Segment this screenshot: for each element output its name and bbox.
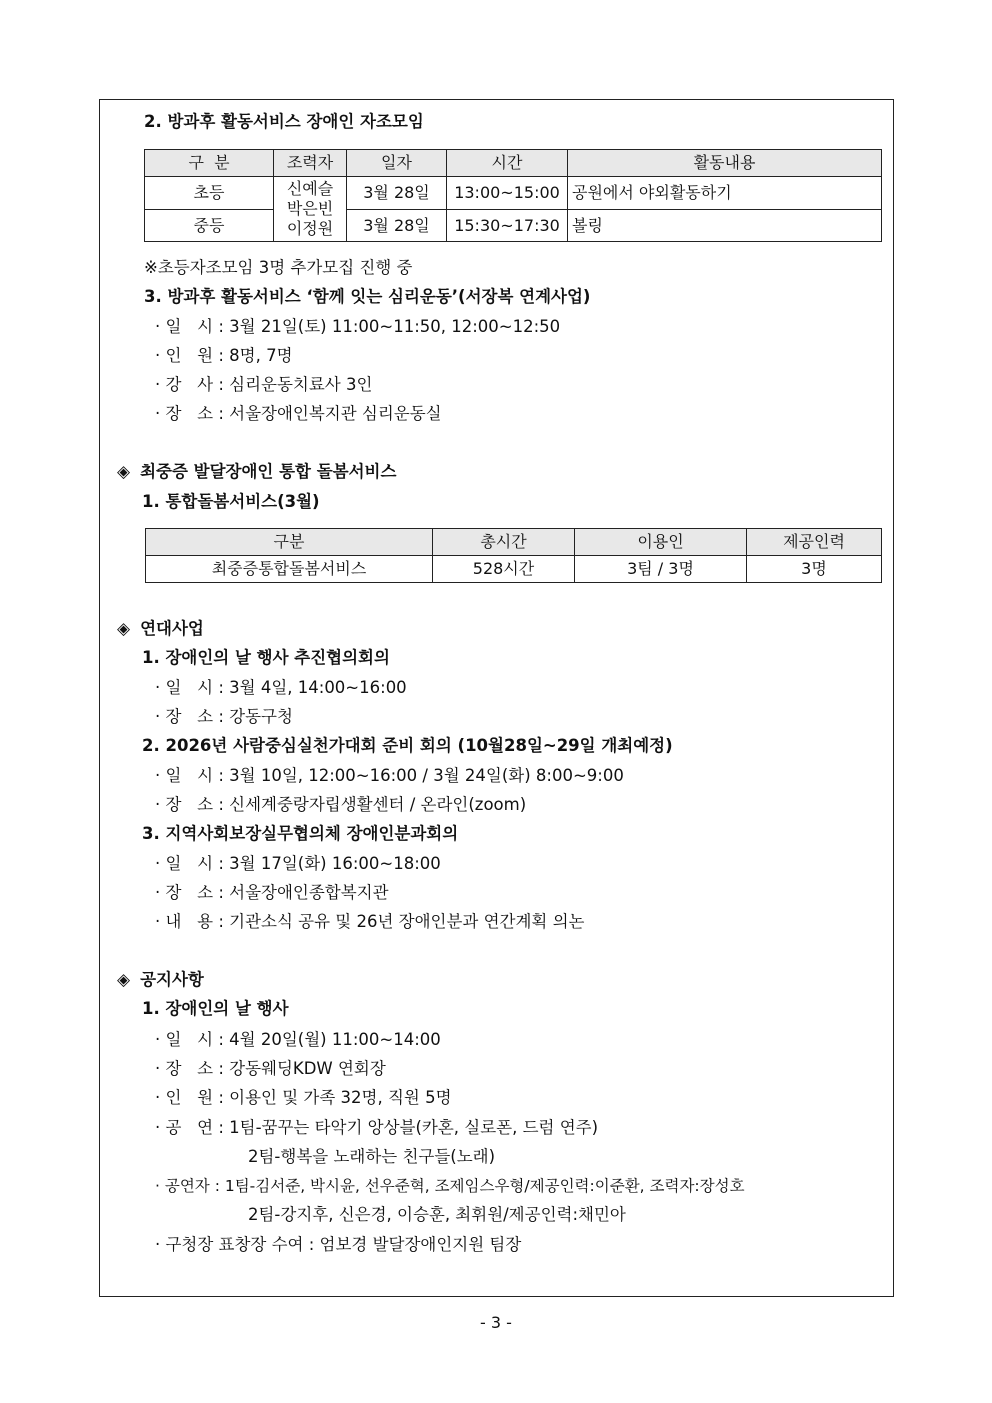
detail-line: · 장 소 : 강동웨딩KDW 연회장 (155, 1059, 386, 1078)
header-cell: 이용인 (575, 529, 747, 556)
group-cell: 중등 (145, 210, 274, 242)
detail-line: · 장 소 : 서울장애인종합복지관 (155, 883, 389, 902)
time-cell: 13:00~15:00 (447, 177, 568, 210)
date-cell: 3월 28일 (347, 177, 447, 210)
self-help-table (144, 149, 882, 242)
detail-line: · 인 원 : 이용인 및 가족 32명, 직원 5명 (155, 1088, 452, 1107)
header-cell: 활동내용 (568, 150, 882, 177)
detail-continuation: 2팀-강지후, 신은경, 이승훈, 최휘원/제공인력:채민아 (248, 1205, 626, 1224)
solidarity-sub3: 3. 지역사회보장실무협의체 장애인분과회의 (142, 824, 459, 843)
notice-heading-text: 공지사항 (140, 970, 204, 989)
detail-line: · 일 시 : 3월 10일, 12:00~16:00 / 3월 24일(화) 8:00~9:00 (155, 766, 624, 785)
solidarity-heading-text: 연대사업 (140, 619, 204, 638)
detail-line: · 구청장 표창장 수여 : 엄보경 발달장애인지원 팀장 (155, 1235, 522, 1254)
time-cell: 15:30~17:30 (447, 210, 568, 242)
table-header-row (146, 529, 882, 556)
detail-line: · 일 시 : 4월 20일(월) 11:00~14:00 (155, 1030, 441, 1049)
header-cell: 총시간 (433, 529, 575, 556)
staff-cell: 3명 (747, 556, 882, 583)
solidarity-sub2: 2. 2026년 사람중심실천가대회 준비 회의 (10월28일~29일 개최예정) (142, 736, 673, 755)
diamond-bullet-icon: ◈ (117, 619, 131, 639)
detail-line: · 일 시 : 3월 4일, 14:00~16:00 (155, 678, 407, 697)
hours-cell: 528시간 (433, 556, 575, 583)
detail-line: · 장 소 : 강동구청 (155, 707, 293, 726)
users-cell: 3팀 / 3명 (575, 556, 747, 583)
detail-line: · 공 연 : 1팀-꿈꾸는 타악기 앙상블(카혼, 실로폰, 드럼 연주) (155, 1118, 599, 1137)
detail-line: · 내 용 : 기관소식 공유 및 26년 장애인분과 연간계획 의논 (155, 912, 585, 931)
care-subheading: 1. 통합돌봄서비스(3월) (142, 492, 320, 511)
table-header-row (145, 150, 882, 177)
recruit-note: ※초등자조모임 3명 추가모집 진행 중 (144, 258, 413, 277)
detail-line: · 일 시 : 3월 21일(토) 11:00~11:50, 12:00~12:50 (155, 317, 561, 336)
header-cell: 일자 (347, 150, 447, 177)
care-heading (117, 461, 396, 483)
header-cell: 조력자 (274, 150, 347, 177)
helper-cell (274, 177, 347, 242)
detail-line: · 장 소 : 신세계중랑자립생활센터 / 온라인(zoom) (155, 795, 527, 814)
helper-name: 박은빈 (286, 199, 334, 218)
diamond-bullet-icon: ◈ (117, 970, 131, 990)
care-table (145, 528, 882, 583)
detail-line: · 일 시 : 3월 17일(화) 16:00~18:00 (155, 854, 441, 873)
detail-continuation: 2팀-행복을 노래하는 친구들(노래) (248, 1147, 496, 1166)
table-row (146, 556, 882, 583)
helper-name: 신예슬 (286, 179, 334, 198)
content-cell: 공원에서 야외활동하기 (568, 177, 882, 210)
detail-line: · 장 소 : 서울장애인복지관 심리운동실 (155, 404, 442, 423)
notice-heading (117, 969, 204, 991)
helper-name: 이정원 (286, 219, 334, 238)
detail-line: · 공연자 : 1팀-김서준, 박시윤, 선우준혁, 조제임스우형/제공인력:이준환, 조력자:장성호 (155, 1177, 745, 1195)
solidarity-heading (117, 618, 204, 640)
care-heading-text: 최중증 발달장애인 통합 돌봄서비스 (140, 462, 397, 481)
section-title-self-help: 2. 방과후 활동서비스 장애인 자조모임 (144, 112, 424, 131)
notice-subheading: 1. 장애인의 날 행사 (142, 999, 289, 1018)
diamond-bullet-icon: ◈ (117, 462, 131, 482)
header-cell: 시간 (447, 150, 568, 177)
header-cell: 제공인력 (747, 529, 882, 556)
service-cell: 최중증통합돌봄서비스 (146, 556, 433, 583)
table-row (145, 210, 882, 242)
header-cell: 구 분 (145, 150, 274, 177)
detail-line: · 인 원 : 8명, 7명 (155, 346, 293, 365)
page-number: - 3 - (480, 1313, 512, 1332)
detail-line: · 강 사 : 심리운동치료사 3인 (155, 375, 373, 394)
content-cell: 볼링 (568, 210, 882, 242)
date-cell: 3월 28일 (347, 210, 447, 242)
solidarity-sub1: 1. 장애인의 날 행사 추진협의회의 (142, 648, 390, 667)
header-cell: 구분 (146, 529, 433, 556)
group-cell: 초등 (145, 177, 274, 210)
table-row (145, 177, 882, 210)
section-title-psychomotor: 3. 방과후 활동서비스 ‘함께 잇는 심리운동’(서장복 연계사업) (144, 287, 591, 306)
